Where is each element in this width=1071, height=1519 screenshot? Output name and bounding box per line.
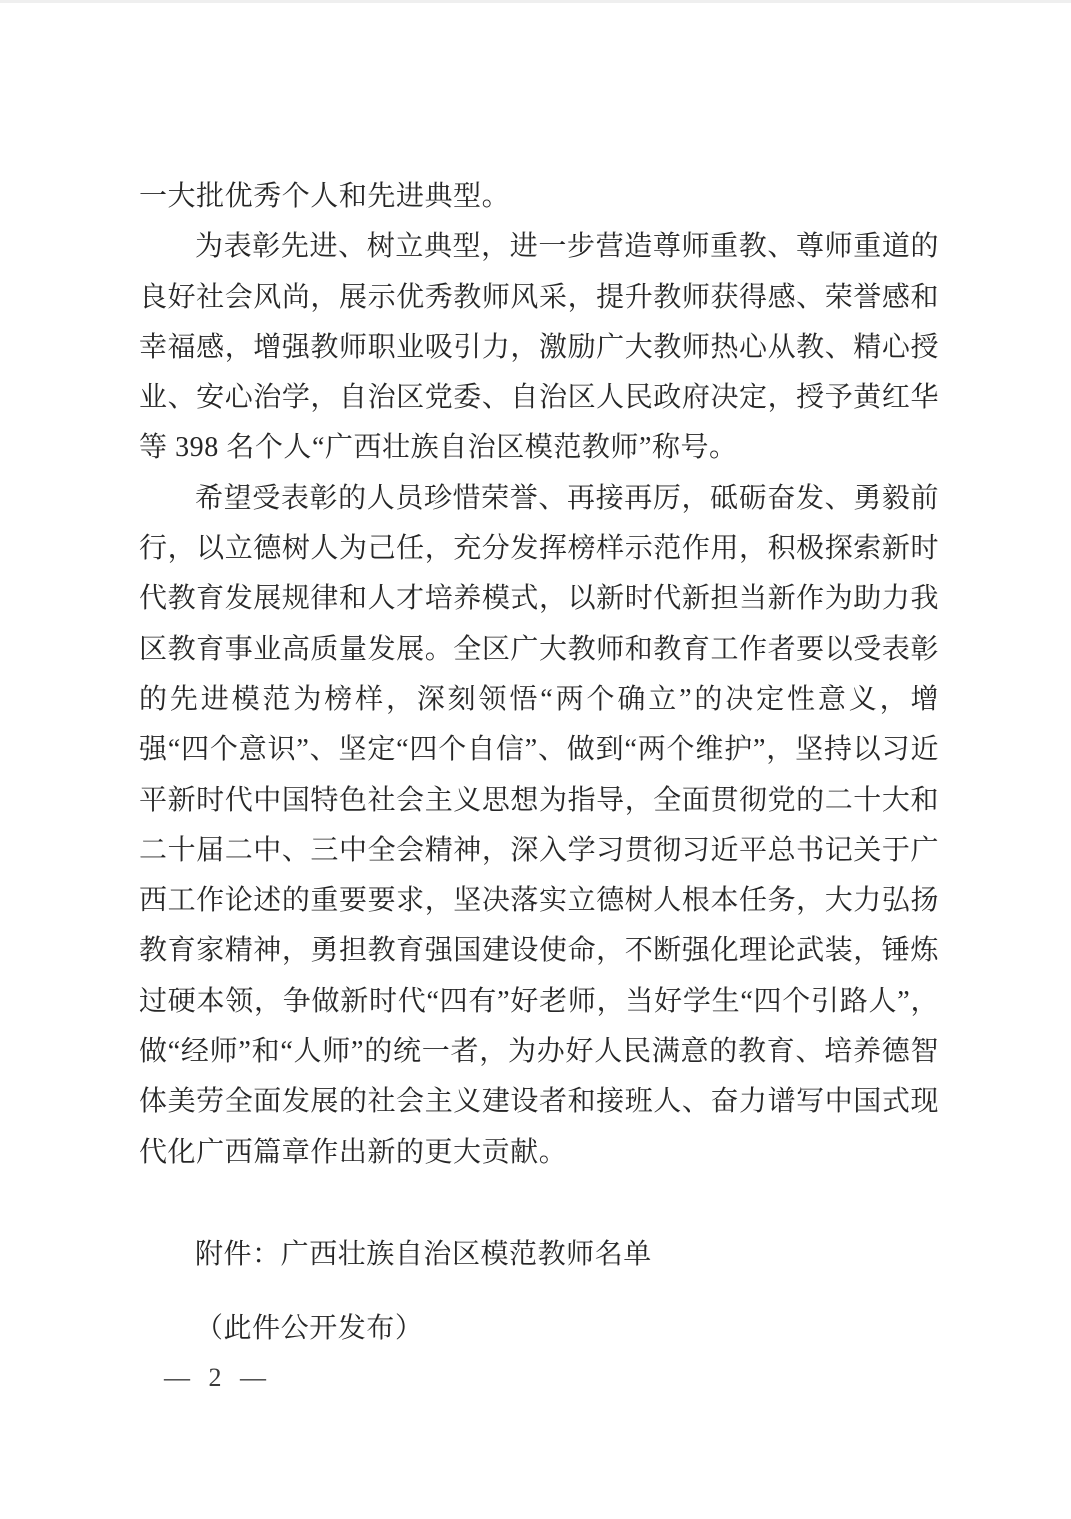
page-number: — 2 —	[164, 1363, 267, 1392]
paragraph-continuation: 一大批优秀个人和先进典型。	[139, 181, 511, 212]
attachment-line: 附件：广西壮族自治区模范教师名单	[195, 1239, 652, 1270]
publish-note: （此件公开发布）	[195, 1313, 424, 1344]
paragraph-expectations: 希望受表彰的人员珍惜荣誉、再接再厉，砥砺奋发、勇毅前行，以立德树人为己任，充分发挥榜样示范作用，积极探索新时代教育发展规律和人才培养模式，以新时代新担当新作为助力我区教育事业高质量发展。全区广大教师和教育工作者要以受表彰的先进模范为榜样，深刻领悟“两个确立”的决定性意义，增强“四个意识”、坚定“四个自信”、做到“两个维护”，坚持以习近平新时代中国特色社会主义思想为指导，全面贯彻党的二十大和二十届二中、三中全会精神，深入学习贯彻习近平总书记关于广西工作论述的重要要求，坚决落实立德树人根本任务，大力弘扬教育家精神，勇担教育强国建设使命，不断强化理论武装，锤炼过硬本领，争做新时代“四有”好老师，当好学生“四个引路人”，做“经师”和“人师”的统一者，为办好人民满意的教育、培养德智体美劳全面发展的社会主义建设者和接班人、奋力谱写中国式现代化广西篇章作出新的更大贡献。	[139, 482, 939, 1168]
document-body	[139, 172, 939, 1178]
paragraph-commendation: 为表彰先进、树立典型，进一步营造尊师重教、尊师重道的良好社会风尚，展示优秀教师风采，提升教师获得感、荣誉感和幸福感，增强教师职业吸引力，激励广大教师热心从教、精心授业、安心治学，自治区党委、自治区人民政府决定，授予黄红华等 398 名个人“广西壮族自治区模范教师”称号。	[139, 231, 939, 464]
scan-top-edge	[0, 0, 1071, 3]
